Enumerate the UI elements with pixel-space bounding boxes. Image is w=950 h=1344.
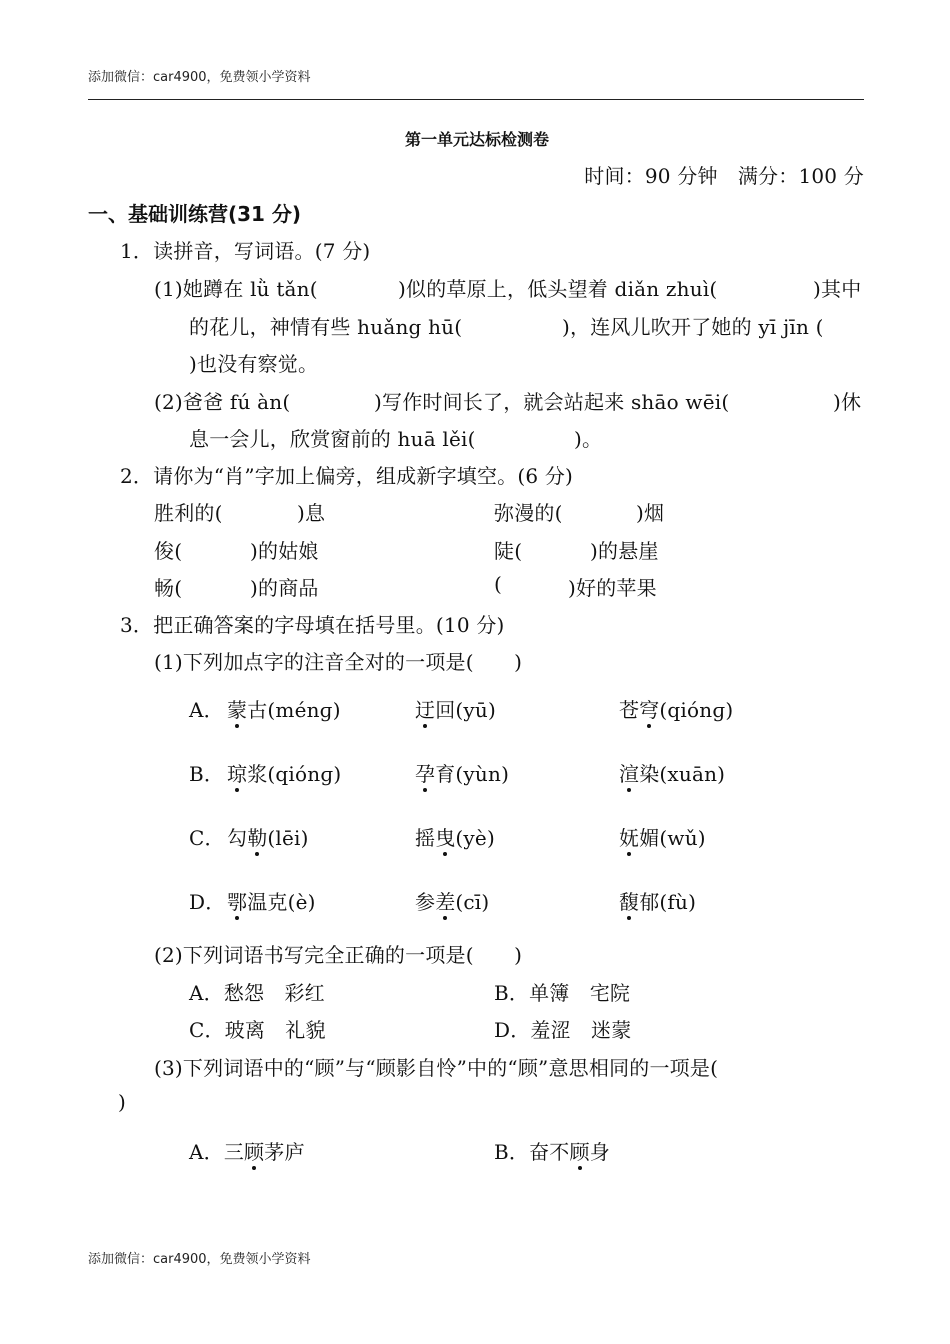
q3-sub3-stem-continued: ) <box>118 1090 127 1114</box>
dotted-char: 妩 <box>619 822 639 851</box>
option-c-word-1: 勾勒(lēi) <box>227 822 309 851</box>
option-a-word-2: 迂回(yū) <box>415 694 496 723</box>
q2-item-4-pre: 陡( <box>494 539 523 563</box>
dotted-char: 鄂 <box>227 886 247 915</box>
q2-item-6-post: )好的苹果 <box>568 576 657 600</box>
q3-sub2-option-d: D．羞涩 迷蒙 <box>494 1018 632 1042</box>
q1-part2-line1-a: (2)爸爸 fú àn( <box>154 390 291 414</box>
dotted-char: 孕 <box>415 758 435 787</box>
option-label-c: C． <box>189 826 225 850</box>
dotted-char: 差 <box>435 886 455 915</box>
q1-part1-line2-b: )，连风儿吹开了她的 yī jīn ( <box>562 315 824 339</box>
option-b-word-2: 孕育(yùn) <box>415 758 509 787</box>
q1-part1-line1-a: (1)她蹲在 lǜ tǎn( <box>154 277 318 301</box>
q1-part2-line2-b: )。 <box>574 427 603 451</box>
q1-part2-line2-a: 息一会儿，欣赏窗前的 huā lěi( <box>189 427 476 451</box>
dotted-char: 曳 <box>435 822 455 851</box>
q2-item-5-pre: 畅( <box>154 576 183 600</box>
question-3-stem: 3．把正确答案的字母填在括号里。(10 分) <box>120 613 505 637</box>
q1-part1-line2-a: 的花儿，神情有些 huǎng hū( <box>189 315 463 339</box>
q2-item-3-pre: 俊( <box>154 539 183 563</box>
option-c-word-2: 摇曳(yè) <box>415 822 495 851</box>
option-c-word-3: 妩媚(wǔ) <box>619 822 706 851</box>
header-note: 添加微信：car4900，免费领小学资料 <box>88 70 311 85</box>
q2-item-3-post: )的姑娘 <box>250 539 319 563</box>
q2-item-4-post: )的悬崖 <box>590 539 659 563</box>
q1-part2-line1-b: )写作时间长了，就会站起来 shāo wēi( <box>374 390 730 414</box>
option-a-word-3: 苍穹(qiónɡ) <box>619 694 733 723</box>
option-label-d: D． <box>189 890 226 914</box>
page-title: 第一单元达标检测卷 <box>405 130 550 149</box>
q3-sub2-option-a: A．愁怨 彩红 <box>189 981 325 1005</box>
option-b-word-3: 渲染(xuān) <box>619 758 725 787</box>
q3-sub2-option-b: B．单簿 宅院 <box>494 981 631 1005</box>
header-divider <box>88 99 864 100</box>
question-2-stem: 2．请你为“肖”字加上偏旁，组成新字填空。(6 分) <box>120 464 574 488</box>
footer-note: 添加微信：car4900，免费领小学资料 <box>88 1252 311 1267</box>
q3-sub3-stem: (3)下列词语中的“顾”与“顾影自怜”中的“顾”意思相同的一项是( <box>154 1056 719 1080</box>
q3-sub1-stem: (1)下列加点字的注音全对的一项是( ) <box>154 650 523 674</box>
q1-part1-line3: )也没有察觉。 <box>189 352 319 376</box>
dotted-char: 馥 <box>619 886 639 915</box>
option-label-b: B． <box>189 762 225 786</box>
option-d-word-3: 馥郁(fù) <box>619 886 696 915</box>
q2-item-5-post: )的商品 <box>250 576 319 600</box>
option-d-word-1: 鄂温克(è) <box>227 886 316 915</box>
q2-item-2-pre: 弥漫的( <box>494 501 563 525</box>
exam-meta: 时间：90 分钟 满分：100 分 <box>584 164 864 188</box>
dotted-char: 琼 <box>227 758 247 787</box>
q2-item-1-post: )息 <box>297 501 326 525</box>
option-d-word-2: 参差(cī) <box>415 886 489 915</box>
dotted-char: 顾 <box>244 1136 264 1165</box>
q1-part2-line1-c: )休 <box>833 390 862 414</box>
option-a-word-1: 蒙古(ménɡ) <box>227 694 341 723</box>
dotted-char: 渲 <box>619 758 639 787</box>
q3-sub2-option-c: C．玻离 礼貌 <box>189 1018 326 1042</box>
question-1-stem: 1．读拼音，写词语。(7 分) <box>120 239 371 263</box>
dotted-char: 顾 <box>570 1136 590 1165</box>
q1-part1-line1-c: )其中 <box>813 277 862 301</box>
dotted-char: 穹 <box>639 694 659 723</box>
dotted-char: 迂 <box>415 694 435 723</box>
q3-sub3-option-a: A．三顾茅庐 <box>189 1136 305 1165</box>
dotted-char: 勒 <box>247 822 267 851</box>
q2-item-2-post: )烟 <box>636 501 665 525</box>
dotted-char: 蒙 <box>227 694 247 723</box>
q2-item-6-pre: ( <box>494 572 503 596</box>
q3-sub2-stem: (2)下列词语书写完全正确的一项是( ) <box>154 943 523 967</box>
option-label-a: A． <box>189 698 224 722</box>
q3-sub3-option-b: B．奋不顾身 <box>494 1136 610 1165</box>
q1-part1-line1-b: )似的草原上，低头望着 diǎn zhuì( <box>398 277 718 301</box>
section-heading: 一、基础训练营(31 分) <box>88 202 302 226</box>
q2-item-1-pre: 胜利的( <box>154 501 223 525</box>
option-b-word-1: 琼浆(qiónɡ) <box>227 758 341 787</box>
